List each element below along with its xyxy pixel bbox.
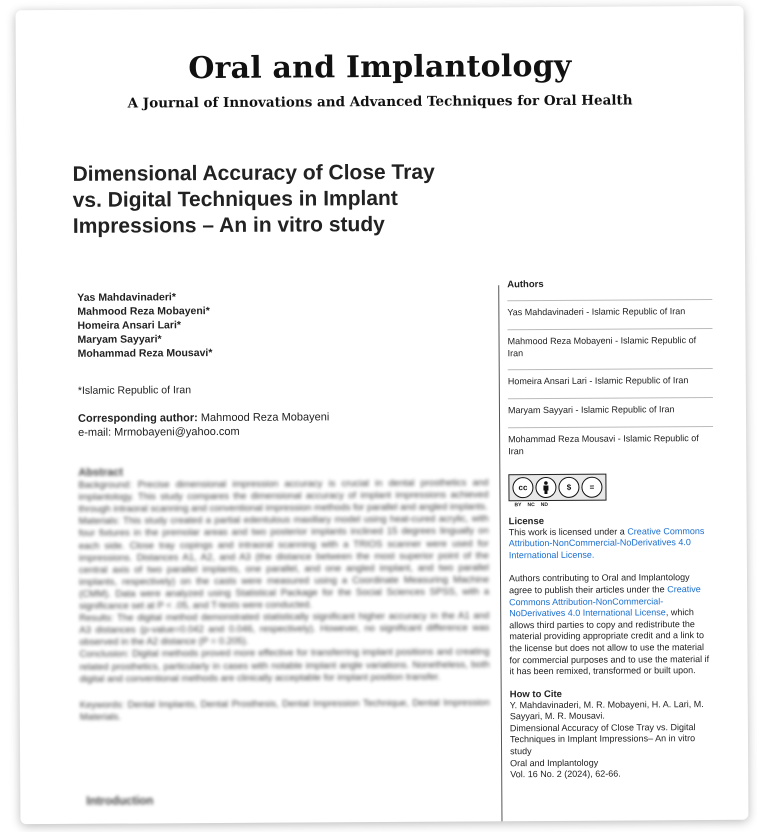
article-title-line: vs. Digital Techniques in Implant (72, 186, 398, 212)
journal-title: Oral and Implantology (188, 48, 572, 87)
nc-icon: $ (558, 476, 579, 497)
corresponding-label: Corresponding author: (77, 412, 198, 425)
author-name: Yas Mahdavinaderi* (77, 291, 176, 304)
cite-line: Dimensional Accuracy of Close Tray vs. Digital Techniques in Implant Impressions– An in vitro study (509, 721, 696, 757)
author-name: Mahmood Reza Mobayeni* (77, 305, 210, 318)
sidebar-author: Homeira Ansari Lari - Islamic Republic of Iran (508, 368, 713, 388)
author-name: Mohammad Reza Mousavi* (77, 347, 213, 360)
corresponding-author (78, 411, 329, 440)
abstract (78, 464, 490, 723)
abstract-keywords: Keywords: Dental Implants, Dental Prosthesis, Dental Impression Technique, Dental Impression Materials. (79, 697, 490, 723)
sidebar-author: Yas Mahdavinaderi - Islamic Republic of Iran (507, 299, 712, 319)
cite-heading: How to Cite (509, 688, 562, 700)
article-title-line: Impressions – An in vitro study (72, 212, 385, 238)
authors-heading: Authors (507, 279, 544, 291)
journal-subtitle: A Journal of Innovations and Advanced Techniques for Oral Health (127, 92, 633, 112)
sidebar-author: Mahmood Reza Mobayeni - Islamic Republic of Iran (507, 328, 712, 360)
author-name: Homeira Ansari Lari* (77, 319, 181, 332)
sidebar-author: Mohammad Reza Mousavi - Islamic Republic of Iran (508, 426, 713, 458)
cc-label: ND (540, 501, 548, 508)
abstract-results: Results: The digital method demonstrated statistically significant higher accuracy in the A1 and A3 distances (p-value=0.042 and 0.046, respectively). However, no significant difference was observed in the A2 distance (P = 0.205). (79, 610, 490, 649)
column-divider (498, 285, 502, 824)
author-list (77, 290, 212, 361)
sidebar-author: Maryam Sayyari - Islamic Republic of Iran (508, 397, 713, 417)
journal-page (16, 6, 749, 824)
cc-license-badge[interactable] (508, 467, 713, 508)
terms-license-link[interactable]: Creative Commons Attribution-NonCommercial-NoDerivatives 4.0 International License (509, 584, 701, 619)
article-title (72, 160, 452, 240)
terms-text (509, 572, 715, 678)
license-heading: License (508, 515, 545, 527)
cite-line: Vol. 16 No. 2 (2024), 62-66. (510, 768, 621, 780)
affiliation: *Islamic Republic of Iran (77, 384, 192, 397)
terms-intro: Authors contributing to Oral and Implantology agree to publish their articles under the (508, 572, 690, 596)
nd-icon: = (581, 476, 602, 497)
email: e-mail: Mrmobayeni@yahoo.com (78, 425, 240, 439)
cc-label: NC (527, 501, 535, 508)
abstract-conclusion: Conclusion: Digital methods proved more effective for transferring implant positions and creating related prosthetics, particularly in cases with notable implant angle variations. Nonetheless, both digital and conventional methods are clinically acceptable for implant position transfer. (79, 646, 490, 685)
terms-rest: , which allows third parties to copy and redistribute the material providing appropriate credit and a link to the license but does not allow to use the material for commercial purposes and to use the material if it has been remixed, transformed or built upon. (509, 607, 710, 677)
cc-label: BY (514, 501, 522, 508)
cite-line: Oral and Implantology (510, 757, 599, 768)
abstract-background: Background: Precise dimensional impression accuracy is crucial in dental prosthetics and implantology. This study compares the dimensional accuracy of implant impressions achieved through intraoral scanning and conventional impression methods for parallel and angled implants. (78, 477, 489, 516)
sidebar (507, 278, 715, 781)
license-link[interactable]: Creative Commons Attribution-NonCommercial-NoDerivatives 4.0 International License. (508, 525, 705, 560)
by-icon (535, 477, 556, 498)
author-name: Maryam Sayyari* (77, 333, 162, 346)
abstract-heading: Abstract (78, 466, 124, 479)
introduction-heading: Introduction (86, 795, 154, 808)
license-text (509, 526, 714, 562)
cite-line: Y. Mahdavinaderi, M. R. Mobayeni, H. A. Lari, M. Sayyari, M. R. Mousavi. (509, 698, 704, 722)
cc-icon: cc (512, 477, 533, 498)
cc-badge-labels (515, 501, 714, 508)
article-title-line: Dimensional Accuracy of Close Tray (72, 160, 435, 186)
corresponding-name: Mahmood Reza Mobayeni (200, 411, 330, 425)
license-intro: This work is licensed under a (508, 526, 625, 537)
abstract-materials: Materials: This study created a partial edentulous maxillary model using heat-cured acrylic, with four fixtures in the premolar areas and two posterior implants inclined 15 degrees lingually on each side. Close tray copings and intraoral scanning with a TRIOS scanner were used for impressions. Distances A1, A2, and A3 (the distance between the most superior point of the central axis of two parallel implants, one parallel, and one angled implant, and two parallel implants, respectively) on the casts were measured using a Coordinate Measuring Machine (CMM). Data were analyzed using Statistical Package for the Social Sciences SPSS, with a significance set at P < .05, and T-tests were conducted. (78, 513, 490, 612)
